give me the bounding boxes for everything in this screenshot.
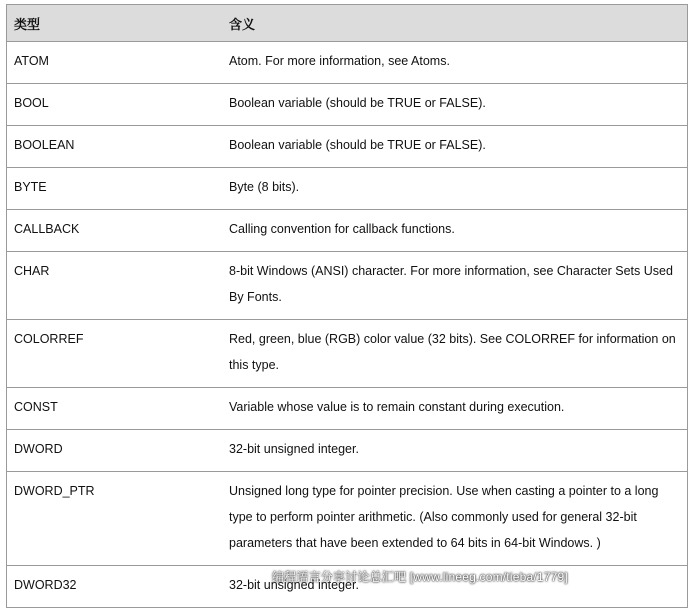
table-row: [7, 84, 687, 126]
type-cell: BOOL: [14, 96, 49, 110]
table-row: [7, 430, 687, 472]
meaning-cell: 32-bit unsigned integer.: [229, 442, 359, 456]
meaning-cell: 8-bit Windows (ANSI) character. For more information, see Character Sets Used By Fonts.: [229, 264, 673, 304]
meaning-cell: Atom. For more information, see Atoms.: [229, 54, 450, 68]
header-meaning: 含义: [229, 17, 256, 33]
type-cell: DWORD32: [14, 578, 77, 592]
type-cell: COLORREF: [14, 332, 84, 346]
meaning-cell: Byte (8 bits).: [229, 180, 300, 194]
table-row: [7, 126, 687, 168]
type-cell: BYTE: [14, 180, 47, 194]
meaning-cell: Boolean variable (should be TRUE or FALSE).: [229, 96, 486, 110]
table-row: [7, 472, 687, 566]
meaning-cell: Boolean variable (should be TRUE or FALSE).: [229, 138, 486, 152]
table-row: [7, 210, 687, 252]
watermark-text: 编程语言分享讨论总汇吧 [www.lineeg.com/tieba/1779]: [272, 570, 568, 584]
table-header-row: [7, 5, 687, 42]
type-cell: ATOM: [14, 54, 49, 68]
meaning-cell: Calling convention for callback functions.: [229, 222, 455, 236]
type-cell: CONST: [14, 400, 58, 414]
data-types-table: [6, 4, 688, 608]
meaning-cell: Red, green, blue (RGB) color value (32 bits). See COLORREF for information on this type.: [229, 332, 676, 372]
table-row: [7, 168, 687, 210]
table-row: [7, 42, 687, 84]
meaning-cell: 32-bit unsigned integer.: [229, 578, 359, 592]
meaning-cell: Unsigned long type for pointer precision. Use when casting a pointer to a long type to perform pointer arithmetic. (Also commonly used for general 32-bit parameters that have been extended to 64 bits in 64-bit Windows. ): [229, 484, 659, 550]
type-cell: BOOLEAN: [14, 138, 75, 152]
type-cell: CHAR: [14, 264, 50, 278]
header-type: 类型: [14, 17, 41, 33]
table-row: [7, 320, 687, 388]
type-cell: DWORD_PTR: [14, 484, 95, 498]
type-cell: DWORD: [14, 442, 63, 456]
table-row: [7, 252, 687, 320]
type-cell: CALLBACK: [14, 222, 80, 236]
table-row: [7, 388, 687, 430]
meaning-cell: Variable whose value is to remain constant during execution.: [229, 400, 565, 414]
